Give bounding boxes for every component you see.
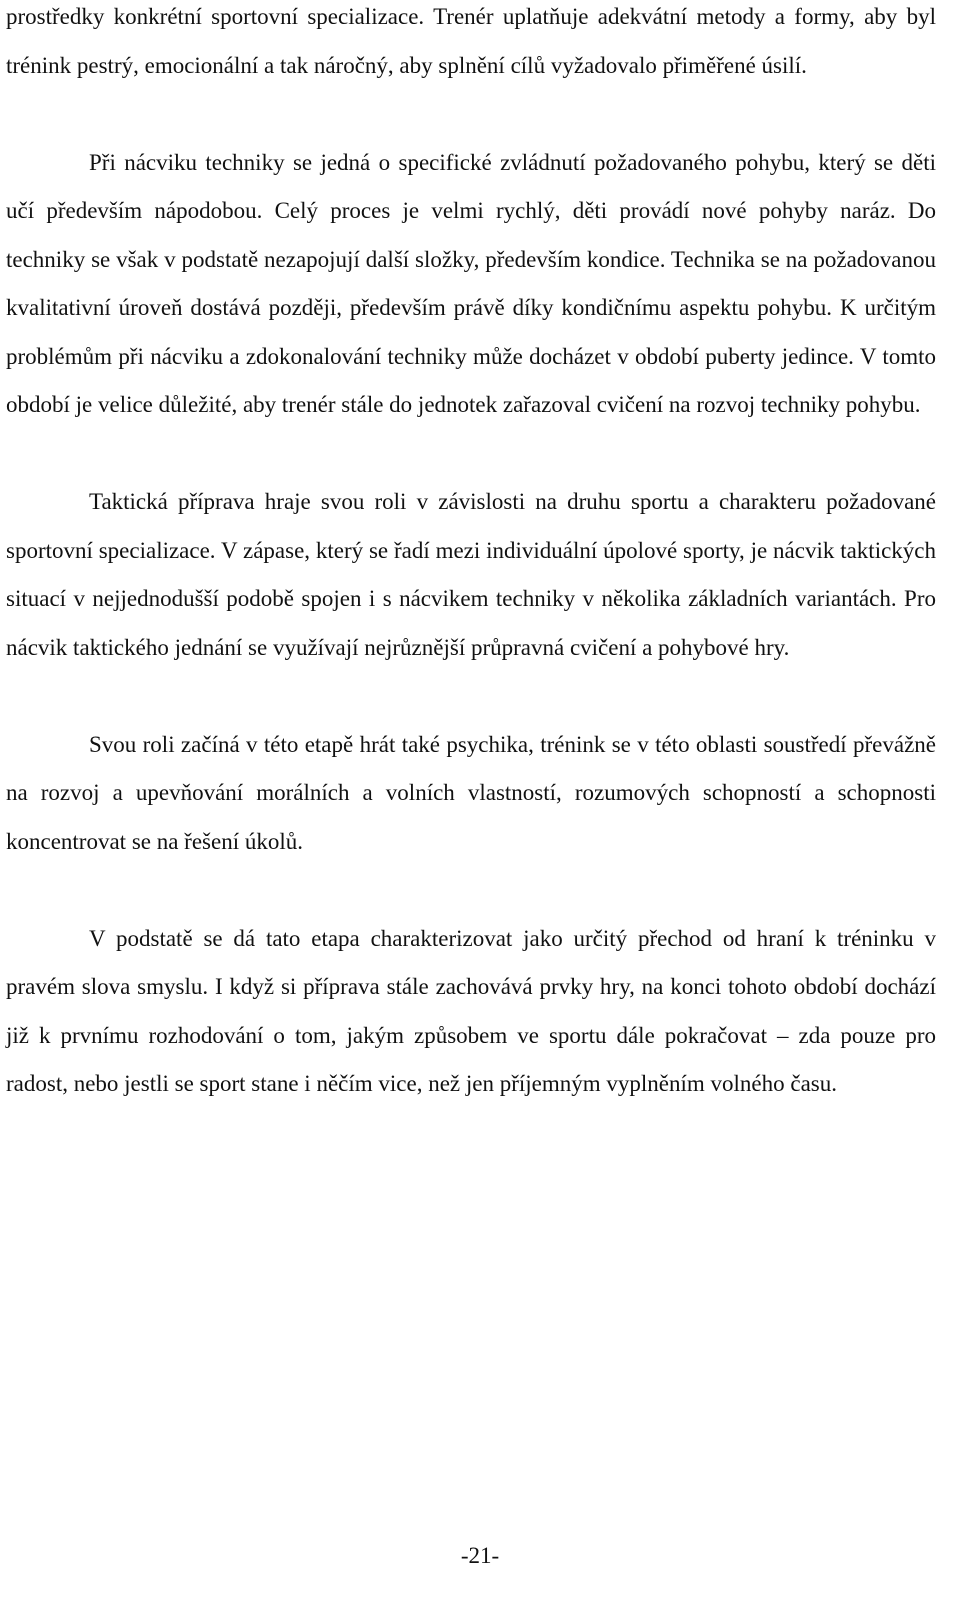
- paragraph-4: Svou roli začíná v této etapě hrát také psychika, trénink se v této oblasti soustředí převážně na rozvoj a upevňování morálních a volních vlastností, rozumových schopností a schopnosti koncentrovat se na řešení úkolů.: [6, 731, 936, 854]
- paragraph-2: Při nácviku techniky se jedná o specifické zvládnutí požadovaného pohybu, který se děti učí především nápodobou. Celý proces je velmi rychlý, děti provádí nové pohyby naráz. Do techniky se však v podstatě nezapojují další složky, především kondice. Technika se na požadovanou kvalitativní úroveň dostává později, především právě díky kondičnímu aspektu pohybu. K určitým problémům při nácviku a zdokonalování techniky může docházet v období puberty jedince. V tomto období je velice důležité, aby trenér stále do jednotek zařazoval cvičení na rozvoj techniky pohybu.: [6, 149, 936, 417]
- paragraph-1: prostředky konkrétní sportovní specializace. Trenér uplatňuje adekvátní metody a formy, aby byl trénink pestrý, emocionální a tak náročný, aby splnění cílů vyžadovalo přiměřené úsilí.: [6, 4, 936, 78]
- paragraph-3: Taktická příprava hraje svou roli v závislosti na druhu sportu a charakteru požadované sportovní specializace. V zápase, který se řadí mezi individuální úpolové sporty, je nácvik taktických situací v nejjednodušší podobě spojen i s nácvikem techniky v několika základních variantách. Pro nácvik taktického jednání se využívají nejrůznější průpravná cvičení a pohybové hry.: [6, 489, 936, 660]
- document-page: [6, 0, 936, 1109]
- paragraph-5: V podstatě se dá tato etapa charakterizovat jako určitý přechod od hraní k tréninku v pravém slova smyslu. I když si příprava stále zachovává prvky hry, na konci tohoto období dochází již k prvnímu rozhodování o tom, jakým způsobem ve sportu dále pokračovat – zda pouze pro radost, nebo jestli se sport stane i něčím vice, než jen příjemným vyplněním volného času.: [6, 925, 936, 1096]
- page-number: -21-: [460, 1543, 500, 1568]
